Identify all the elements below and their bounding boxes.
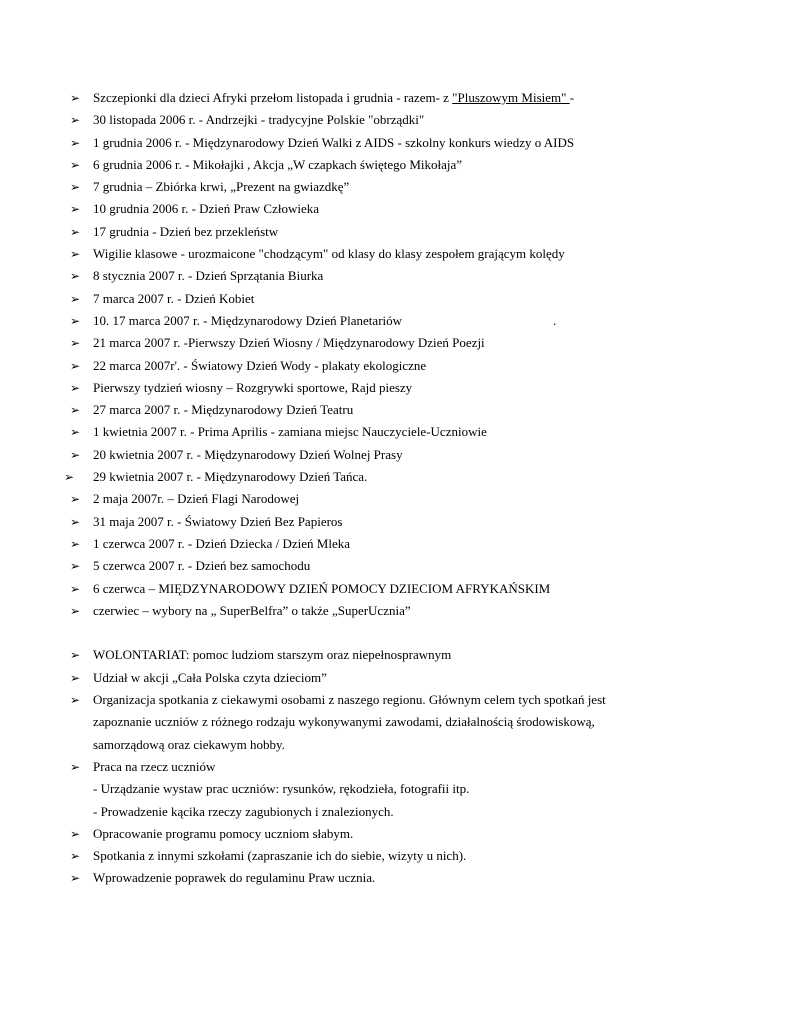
continuation-text: - Prowadzenie kącika rzeczy zagubionych i znalezionych.: [93, 803, 394, 819]
list-item: [0, 265, 791, 287]
bullet-arrow-icon: ➢: [70, 670, 81, 685]
list-item: [0, 845, 791, 867]
event-text: 31 maja 2007 r. - Światowy Dzień Bez Papieros: [93, 513, 343, 529]
activity-continuation: [0, 801, 791, 823]
bullet-arrow-icon: ➢: [70, 603, 81, 618]
bullet-arrow-icon: ➢: [70, 313, 81, 328]
event-text: 1 kwietnia 2007 r. - Prima Aprilis - zamiana miejsc Nauczyciele-Uczniowie: [93, 424, 487, 440]
list-item: [0, 867, 791, 889]
list-item: [0, 644, 791, 666]
event-text: Pierwszy tydzień wiosny – Rozgrywki sportowe, Rajd pieszy: [93, 379, 413, 395]
list-item: [0, 399, 791, 421]
bullet-arrow-icon: ➢: [70, 224, 81, 239]
event-text: 22 marca 2007r'. - Światowy Dzień Wody - plakaty ekologiczne: [93, 357, 427, 373]
event-text: czerwiec – wybory na „ SuperBelfra” o także „SuperUcznia”: [93, 602, 411, 618]
bullet-arrow-icon: ➢: [70, 492, 81, 507]
list-item: [0, 332, 791, 354]
continuation-text: zapoznanie uczniów z różnego rodzaju wykonywanymi zawodami, działalnością środowiskową,: [93, 714, 595, 730]
activity-text: Praca na rzecz uczniów: [93, 758, 216, 774]
event-text: 7 marca 2007 r. - Dzień Kobiet: [93, 290, 255, 306]
bullet-arrow-icon: ➢: [70, 358, 81, 373]
list-item: [0, 444, 791, 466]
list-item: [0, 756, 791, 778]
activity-text: Organizacja spotkania z ciekawymi osobami z naszego regionu. Głównym celem tych spotkań jest: [93, 692, 606, 708]
bullet-arrow-icon: ➢: [70, 559, 81, 574]
bullet-arrow-icon: ➢: [70, 871, 81, 886]
bullet-arrow-icon: ➢: [70, 269, 81, 284]
event-text: 17 grudnia - Dzień bez przekleństw: [93, 223, 279, 239]
list-item: [0, 355, 791, 377]
bullet-arrow-icon: ➢: [70, 536, 81, 551]
list-item: [0, 689, 791, 711]
bullet-arrow-icon: ➢: [70, 113, 81, 128]
list-item: [0, 377, 791, 399]
list-item: [0, 578, 791, 600]
bullet-arrow-icon: ➢: [70, 425, 81, 440]
bullet-arrow-icon: ➢: [70, 826, 81, 841]
event-text: 7 grudnia – Zbiórka krwi, „Prezent na gwiazdkę”: [93, 179, 350, 195]
bullet-arrow-icon: ➢: [70, 91, 81, 105]
list-item: [0, 243, 791, 265]
activity-continuation: [0, 734, 791, 756]
activity-text: WOLONTARIAT: pomoc ludziom starszym oraz niepełnosprawnym: [93, 647, 452, 663]
bullet-arrow-icon: ➢: [70, 759, 81, 774]
list-item: [0, 221, 791, 243]
bullet-arrow-icon: ➢: [70, 135, 81, 150]
list-item: [0, 823, 791, 845]
bullet-arrow-icon: ➢: [70, 403, 81, 418]
list-item: [0, 421, 791, 443]
event-text: 29 kwietnia 2007 r. - Międzynarodowy Dzień Tańca.: [93, 469, 368, 485]
bullet-arrow-icon: ➢: [70, 581, 81, 596]
bullet-arrow-icon: ➢: [70, 157, 81, 172]
activity-text: Wprowadzenie poprawek do regulaminu Praw ucznia.: [93, 870, 376, 886]
list-item: [0, 154, 791, 176]
event-text: Szczepionki dla dzieci Afryki przełom listopada i grudnia - razem- z "Pluszowym Misiem" -: [93, 90, 575, 105]
bullet-arrow-icon: ➢: [70, 336, 81, 351]
list-item: [0, 511, 791, 533]
continuation-text: - Urządzanie wystaw prac uczniów: rysunków, rękodzieła, fotografii itp.: [93, 781, 470, 797]
event-text: 10. 17 marca 2007 r. - Międzynarodowy Dzień Planetariów: [93, 312, 403, 328]
section-gap: [0, 622, 791, 644]
event-text: 27 marca 2007 r. - Międzynarodowy Dzień Teatru: [93, 402, 354, 418]
activity-continuation: [0, 711, 791, 733]
bullet-arrow-icon: ➢: [70, 380, 81, 395]
list-item: [0, 176, 791, 198]
event-text: 6 czerwca – MIĘDZYNARODOWY DZIEŃ POMOCY DZIECIOM AFRYKAŃSKIM: [93, 580, 551, 596]
bullet-arrow-icon: ➢: [70, 849, 81, 864]
list-item: [0, 198, 791, 220]
bullet-arrow-icon: ➢: [70, 291, 81, 306]
event-text: 6 grudnia 2006 r. - Mikołajki , Akcja „W czapkach świętego Mikołaja”: [93, 156, 463, 172]
bullet-arrow-icon: ➢: [64, 470, 75, 485]
bullet-arrow-icon: ➢: [70, 648, 81, 663]
bullet-arrow-icon: ➢: [70, 514, 81, 529]
pluszowy-misiem-link[interactable]: "Pluszowym Misiem": [452, 90, 570, 105]
event-text: 1 grudnia 2006 r. - Międzynarodowy Dzień Walki z AIDS - szkolny konkurs wiedzy o AIDS: [93, 134, 575, 150]
activity-text: Opracowanie programu pomocy uczniom słabym.: [93, 825, 354, 841]
bullet-arrow-icon: ➢: [70, 447, 81, 462]
continuation-text: samorządową oraz ciekawym hobby.: [93, 736, 285, 752]
trailing-dot: .: [553, 312, 557, 328]
list-item: [0, 555, 791, 577]
list-item: [0, 533, 791, 555]
bullet-arrow-icon: ➢: [70, 247, 81, 262]
activity-text: Spotkania z innymi szkołami (zapraszanie ich do siebie, wizyty u nich).: [93, 848, 467, 864]
activity-continuation: [0, 778, 791, 800]
list-item: [0, 288, 791, 310]
list-item: [0, 109, 791, 131]
list-item: [0, 87, 791, 109]
bullet-arrow-icon: ➢: [70, 180, 81, 195]
event-text: 10 grudnia 2006 r. - Dzień Praw Człowieka: [93, 201, 320, 217]
event-text: 2 maja 2007r. – Dzień Flagi Narodowej: [93, 491, 300, 507]
list-item: [0, 132, 791, 154]
list-item: [0, 466, 791, 488]
activity-text: Udział w akcji „Cała Polska czyta dzieciom”: [93, 669, 327, 685]
document-list: [0, 87, 791, 890]
event-text: 21 marca 2007 r. -Pierwszy Dzień Wiosny / Międzynarodowy Dzień Poezji: [93, 335, 485, 351]
event-text: 20 kwietnia 2007 r. - Międzynarodowy Dzień Wolnej Prasy: [93, 446, 403, 462]
event-text: 30 listopada 2006 r. - Andrzejki - tradycyjne Polskie "obrządki": [93, 112, 425, 128]
event-text: 8 stycznia 2007 r. - Dzień Sprzątania Biurka: [93, 268, 324, 284]
event-text: 1 czerwca 2007 r. - Dzień Dziecka / Dzień Mleka: [93, 535, 350, 551]
list-item: [0, 667, 791, 689]
list-item: [0, 310, 791, 332]
bullet-arrow-icon: ➢: [70, 202, 81, 217]
event-text: Wigilie klasowe - urozmaicone "chodzącym" od klasy do klasy zespołem grającym kolędy: [93, 246, 565, 262]
list-item: [0, 600, 791, 622]
list-item: [0, 488, 791, 510]
event-text: 5 czerwca 2007 r. - Dzień bez samochodu: [93, 558, 311, 574]
bullet-arrow-icon: ➢: [70, 693, 81, 708]
